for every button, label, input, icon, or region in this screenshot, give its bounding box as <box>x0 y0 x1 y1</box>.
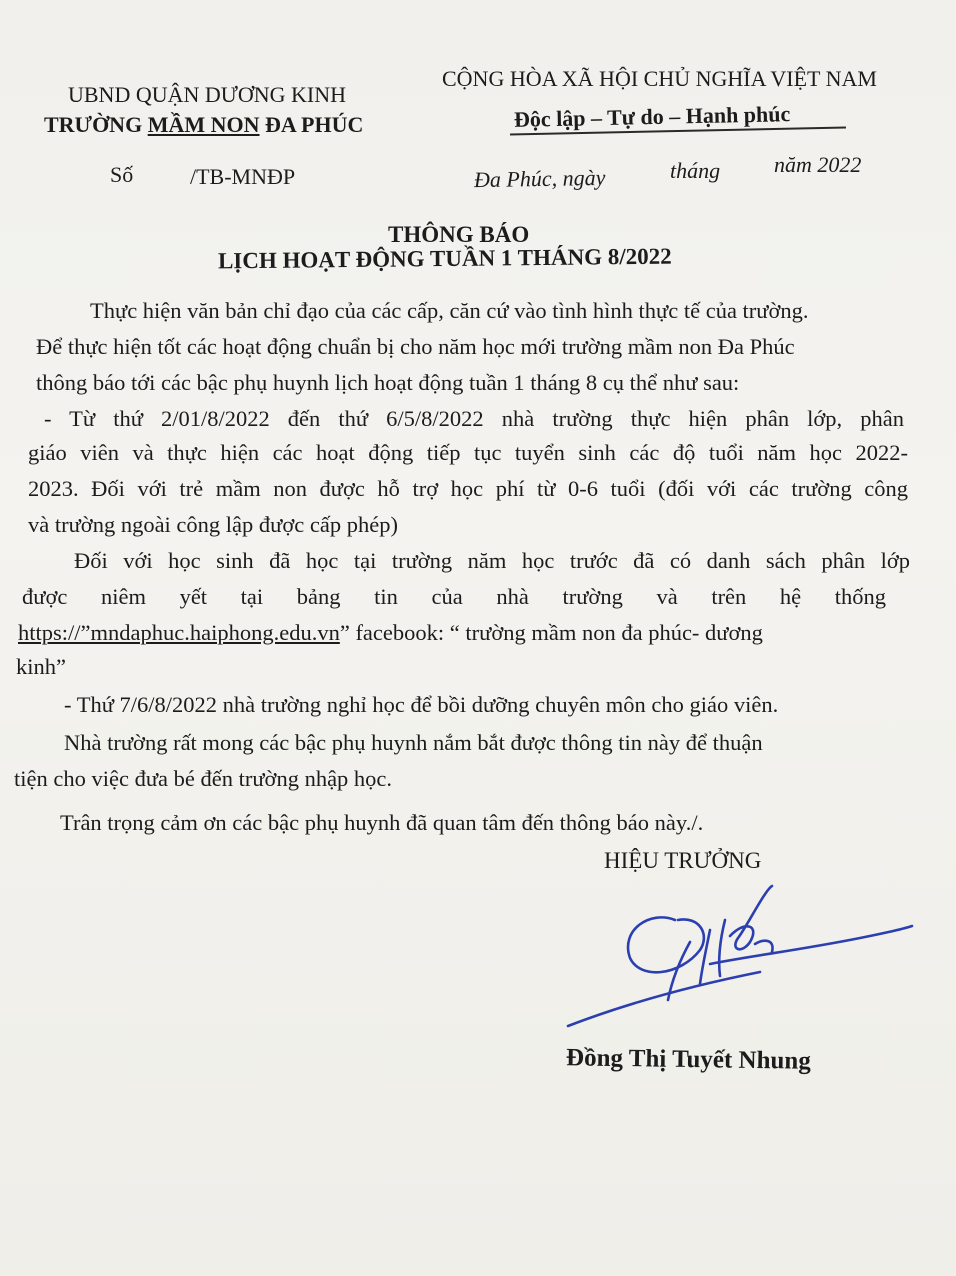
doc-code: /TB-MNĐP <box>190 164 296 189</box>
notice-subtitle: LỊCH HOẠT ĐỘNG TUẦN 1 THÁNG 8/2022 <box>217 243 672 274</box>
agency-name: UBND QUẬN DƯƠNG KINH <box>68 82 346 107</box>
para3-line2: được niêm yết tại bảng tin của nhà trường và trên hệ thống <box>22 584 887 609</box>
para3-line3: https://”mndaphuc.haiphong.edu.vn” facebook: “ trường mầm non đa phúc- dương <box>18 620 763 645</box>
school-name: TRƯỜNG MẦM NON ĐA PHÚC <box>44 112 364 137</box>
signer-name: Đồng Thị Tuyết Nhung <box>565 1044 811 1075</box>
para2-line3: 2023. Đối với trẻ mầm non được hỗ trợ học phí từ 0-6 tuổi (đối với các trường công <box>28 476 908 501</box>
para6: Trân trọng cảm ơn các bậc phụ huynh đã quan tâm đến thông báo này./. <box>60 810 704 835</box>
signer-role: HIỆU TRƯỞNG <box>604 848 762 873</box>
para1-line2: Để thực hiện tốt các hoạt động chuẩn bị cho năm học mới trường mầm non Đa Phúc <box>36 334 795 359</box>
notice-title: THÔNG BÁO <box>388 222 530 247</box>
para5-line2: tiện cho việc đưa bé đến trường nhập học. <box>14 766 393 791</box>
para3-line1: Đối với học sinh đã học tại trường năm học trước đã có danh sách phân lớp <box>74 548 910 573</box>
handwritten-signature <box>560 880 920 1030</box>
country-name: CỘNG HÒA XÃ HỘI CHỦ NGHĨA VIỆT NAM <box>442 66 877 91</box>
para3-line4: kinh” <box>16 654 66 679</box>
para5-line1: Nhà trường rất mong các bậc phụ huynh nắm bắt được thông tin này để thuận <box>64 730 763 755</box>
para1-line1: Thực hiện văn bản chỉ đạo của các cấp, căn cứ vào tình hình thực tế của trường. <box>90 298 809 323</box>
month-label: tháng <box>670 158 721 183</box>
school-website-link[interactable]: https://”mndaphuc.haiphong.edu.vn <box>18 620 340 645</box>
para1-line3: thông báo tới các bậc phụ huynh lịch hoạt động tuần 1 tháng 8 cụ thể như sau: <box>36 370 740 395</box>
place-date: Đa Phúc, ngày <box>473 164 606 193</box>
para2-line4: và trường ngoài công lập được cấp phép) <box>28 512 398 537</box>
para4: - Thứ 7/6/8/2022 nhà trường nghỉ học để bồi dưỡng chuyên môn cho giáo viên. <box>64 692 779 717</box>
motto: Độc lập – Tự do – Hạnh phúc <box>513 101 791 132</box>
para2-line1: - Từ thứ 2/01/8/2022 đến thứ 6/5/8/2022 nhà trường thực hiện phân lớp, phân <box>44 406 904 431</box>
para2-line2: giáo viên và thực hiện các hoạt động tiếp tục tuyển sinh các độ tuổi năm học 2022- <box>28 440 908 465</box>
doc-number-label: Số <box>110 162 134 187</box>
year-label: năm 2022 <box>774 152 862 177</box>
